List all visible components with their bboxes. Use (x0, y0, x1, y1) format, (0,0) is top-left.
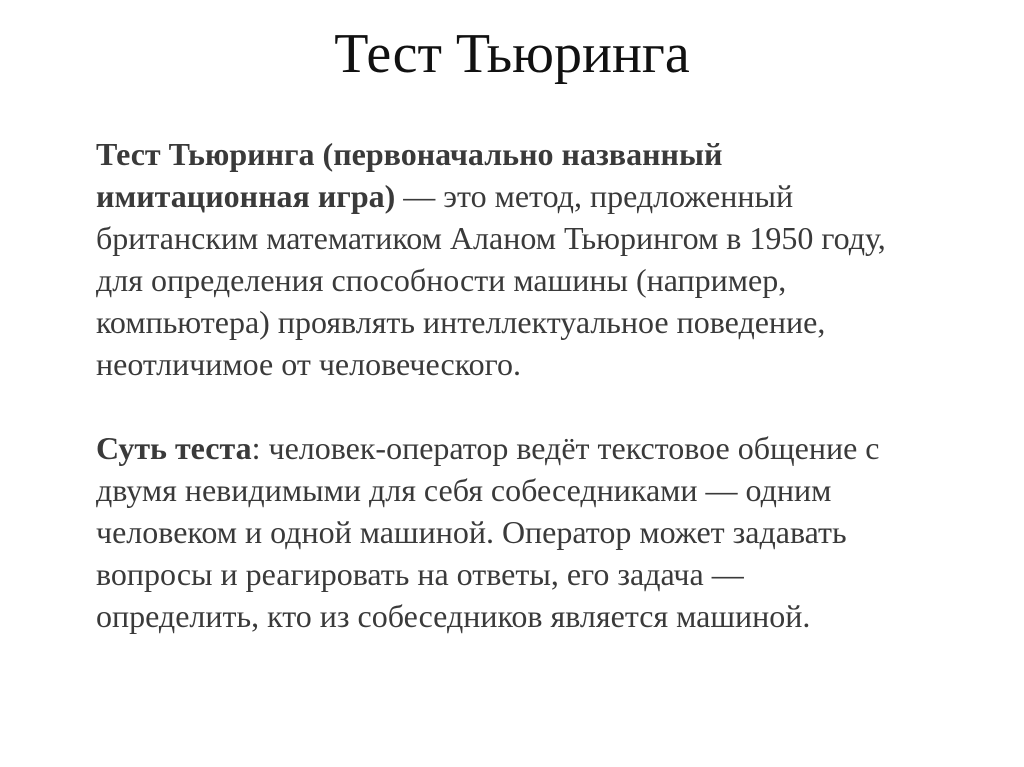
definition-line-4: для определения способности машины (например, (96, 262, 787, 298)
definition-term: Тест Тьюринга (первоначально названный (96, 136, 723, 172)
essence-line-2: двумя невидимыми для себя собеседниками — одним (96, 472, 832, 508)
definition-paragraph (96, 133, 966, 385)
essence-paragraph (96, 427, 966, 637)
essence-term: Суть теста (96, 430, 252, 466)
essence-line-5: определить, кто из собеседников является машиной. (96, 598, 811, 634)
slide-title: Тест Тьюринга (334, 23, 690, 85)
definition-text: — это метод, предложенный (395, 178, 794, 214)
definition-line-1 (96, 133, 966, 175)
essence-text: : человек-оператор ведёт текстовое общение с (251, 430, 880, 466)
definition-line-6: неотличимое от человеческого. (96, 346, 521, 382)
essence-line-1 (96, 427, 966, 469)
definition-line-3: британским математиком Аланом Тьюрингом в 1950 году, (96, 220, 886, 256)
slide-body (96, 133, 966, 637)
essence-line-3: человеком и одной машиной. Оператор может задавать (96, 514, 847, 550)
definition-line-2 (96, 175, 966, 217)
definition-line-5: компьютера) проявлять интеллектуальное поведение, (96, 304, 826, 340)
essence-line-4: вопросы и реагировать на ответы, его задача — (96, 556, 744, 592)
definition-term-cont: имитационная игра) (96, 178, 396, 214)
